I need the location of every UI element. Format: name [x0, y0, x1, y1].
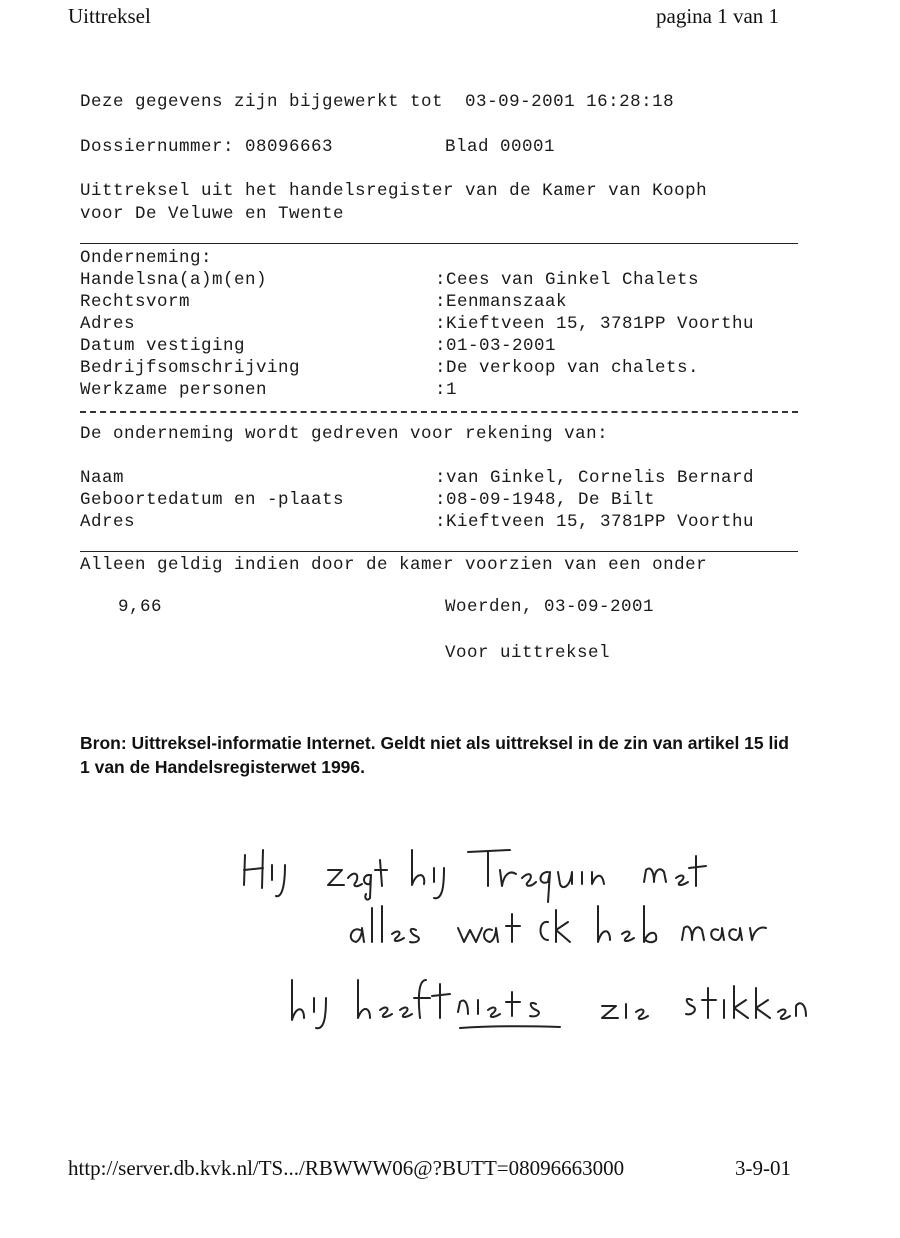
section-title-owner: De onderneming wordt gedreven voor rekening van: [80, 424, 609, 444]
company-value: :Cees van Ginkel Chalets [435, 270, 700, 290]
footer-url[interactable]: http://server.db.kvk.nl/TS.../RBWWW06@?BUTT=08096663000 [68, 1156, 625, 1180]
owner-row [80, 490, 800, 512]
divider-dashed [80, 411, 798, 413]
company-row [80, 380, 800, 402]
voor-uittreksel: Voor uittreksel [445, 643, 611, 663]
divider-solid-2 [80, 551, 798, 552]
header-left: Uittreksel [68, 4, 151, 28]
company-label: Adres [80, 314, 136, 334]
owner-label: Geboortedatum en -plaats [80, 490, 345, 510]
company-row [80, 336, 800, 358]
company-label: Rechtsvorm [80, 292, 191, 312]
intro-line-1: Uittreksel uit het handelsregister van de Kamer van Kooph [80, 181, 708, 201]
section-title-onderneming: Onderneming: [80, 248, 213, 268]
handwritten-note [230, 830, 810, 1040]
company-row [80, 358, 800, 380]
owner-row [80, 468, 800, 490]
company-label: Bedrijfsomschrijving [80, 358, 301, 378]
company-value: :1 [435, 380, 458, 400]
owner-value: :08-09-1948, De Bilt [435, 490, 656, 510]
header-page-number: pagina 1 van 1 [656, 4, 780, 28]
company-row [80, 292, 800, 314]
handwriting-line-3: hij heeft niets zie stikken [230, 1044, 241, 1045]
owner-value: :van Ginkel, Cornelis Bernard [435, 468, 755, 488]
company-label: Handelsna(a)m(en) [80, 270, 268, 290]
handwriting-line-2: alles wat ik heb maar [230, 1042, 240, 1043]
updated-line: Deze gegevens zijn bijgewerkt tot 03-09-2001 16:28:18 [80, 92, 675, 112]
owner-label: Naam [80, 468, 125, 488]
company-value: :Kieftveen 15, 3781PP Voorthu [435, 314, 755, 334]
company-label: Werkzame personen [80, 380, 268, 400]
divider-solid [80, 243, 798, 244]
dossier-number: Dossiernummer: 08096663 [80, 137, 334, 157]
place-date: Woerden, 03-09-2001 [445, 597, 655, 617]
company-row [80, 314, 800, 336]
owner-row [80, 512, 800, 534]
company-label: Datum vestiging [80, 336, 246, 356]
company-row [80, 270, 800, 292]
bron-disclaimer: Bron: Uittreksel-informatie Internet. Geldt niet als uittreksel in de zin van artikel 15 lid 1 van de Handelsregisterwet 1996. [80, 733, 789, 777]
company-value: :Eenmanszaak [435, 292, 568, 312]
owner-value: :Kieftveen 15, 3781PP Voorthu [435, 512, 755, 532]
footer-date: 3-9-01 [735, 1156, 791, 1180]
company-value: :01-03-2001 [435, 336, 557, 356]
company-value: :De verkoop van chalets. [435, 358, 700, 378]
owner-label: Adres [80, 512, 136, 532]
blad-number: Blad 00001 [445, 137, 556, 157]
price: 9,66 [118, 597, 163, 617]
handwriting-line-1: Hij zegt bij Trequin met [230, 1040, 241, 1041]
validity-line: Alleen geldig indien door de kamer voorzien van een onder [80, 555, 708, 575]
intro-line-2: voor De Veluwe en Twente [80, 204, 345, 224]
